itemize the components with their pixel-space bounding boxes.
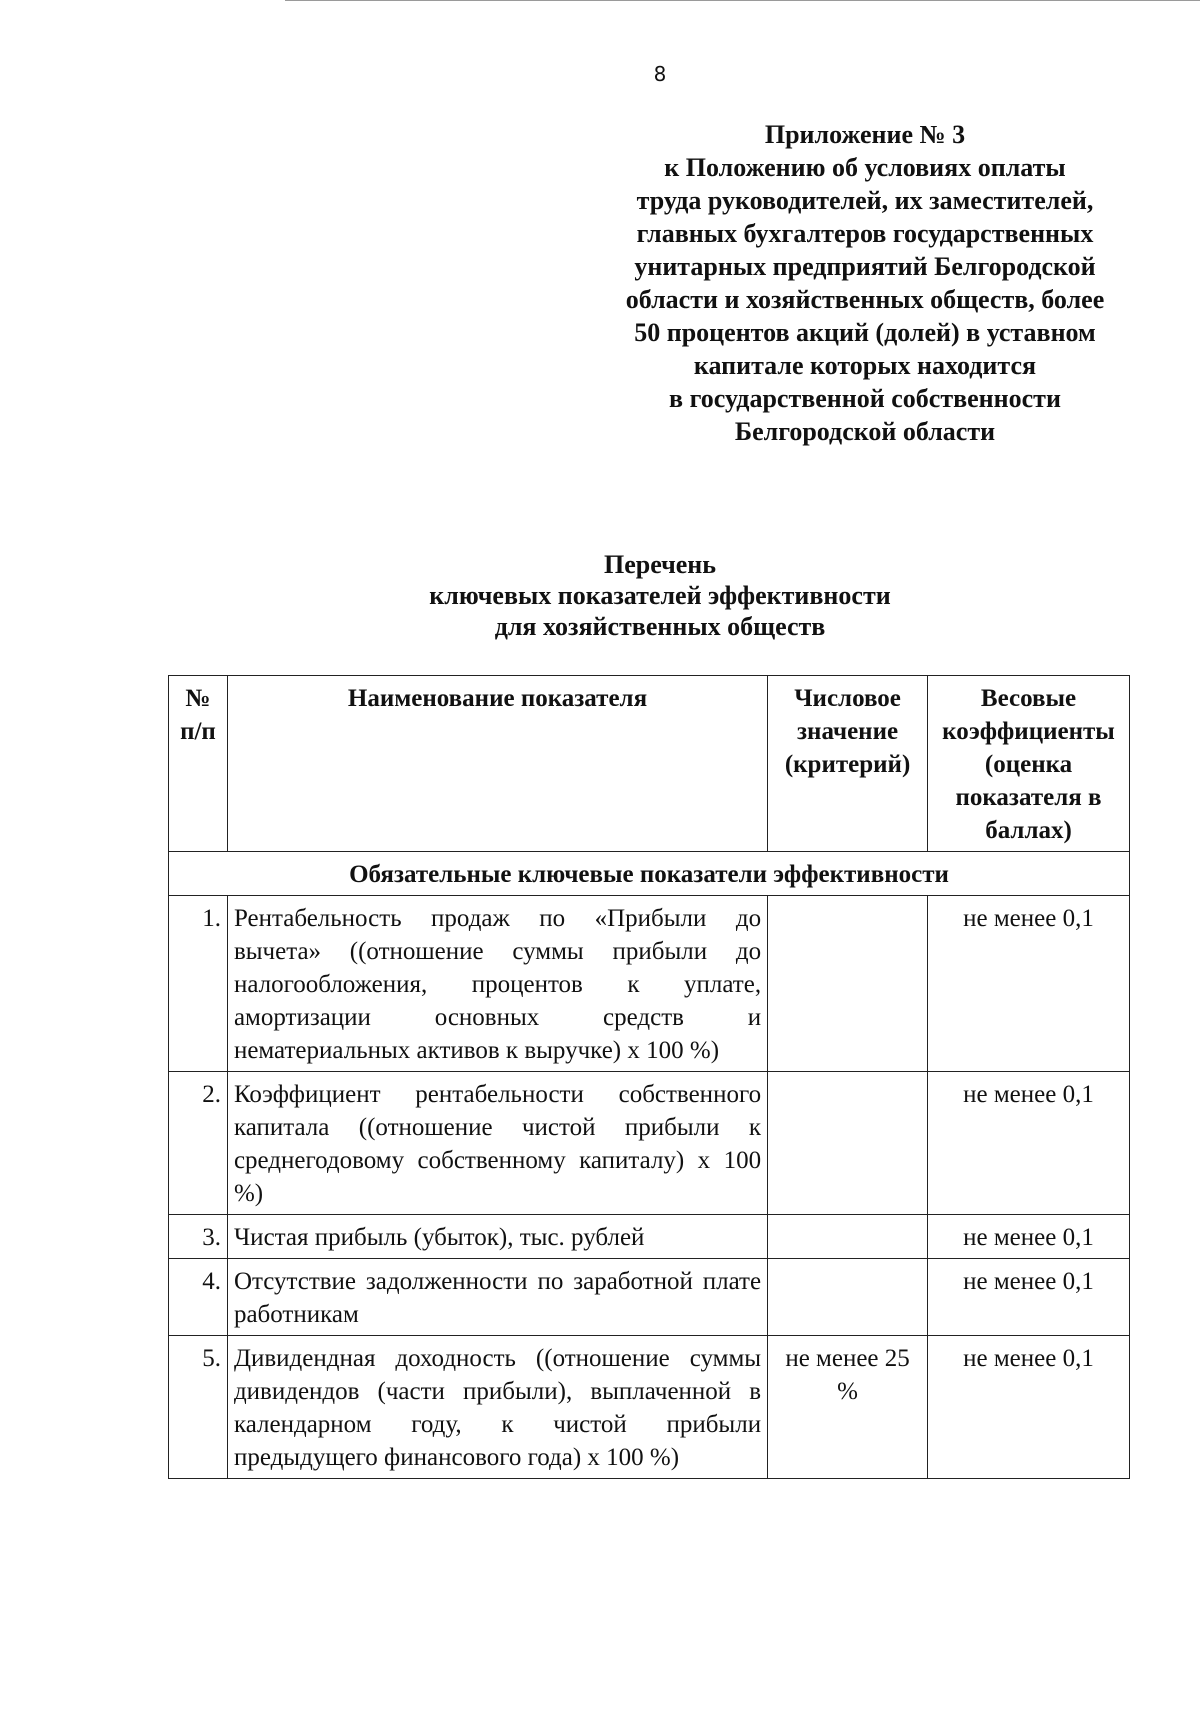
row-weight: не менее 0,1 xyxy=(928,1336,1130,1479)
table-row xyxy=(169,1336,1130,1479)
annex-line: области и хозяйственных обществ, более xyxy=(625,285,1105,314)
kpi-table xyxy=(168,675,1130,1479)
annex-header xyxy=(585,118,1145,448)
annex-line: 50 процентов акций (долей) в уставном xyxy=(634,318,1096,347)
section-title: Обязательные ключевые показатели эффективности xyxy=(169,852,1130,896)
annex-title: Приложение № 3 xyxy=(764,120,966,149)
row-number: 3. xyxy=(169,1215,228,1259)
header-name: Наименование показателя xyxy=(227,676,767,852)
row-number: 2. xyxy=(169,1072,228,1215)
list-title xyxy=(300,549,1020,642)
header-weight: Весовые коэффициенты (оценка показателя в баллах) xyxy=(928,676,1130,852)
table-row xyxy=(169,1072,1130,1215)
row-weight: не менее 0,1 xyxy=(928,1259,1130,1336)
table-row xyxy=(169,1215,1130,1259)
page-number: 8 xyxy=(653,62,667,86)
row-name: Отсутствие задолженности по заработной плате работникам xyxy=(227,1259,767,1336)
table-row xyxy=(169,1259,1130,1336)
section-row xyxy=(169,852,1130,896)
annex-line: капитале которых находится xyxy=(693,351,1037,380)
header-criterion: Числовое значение (критерий) xyxy=(768,676,928,852)
row-number: 5. xyxy=(169,1336,228,1479)
row-number: 1. xyxy=(169,896,228,1072)
annex-line: главных бухгалтеров государственных xyxy=(636,219,1094,248)
annex-line: к Положению об условиях оплаты xyxy=(664,153,1066,182)
row-name: Коэффициент рентабельности собственного капитала ((отношение чистой прибыли к среднегодовому собственному капиталу) х 100 %) xyxy=(227,1072,767,1215)
row-criterion: не менее 25 % xyxy=(768,1336,928,1479)
annex-line: унитарных предприятий Белгородской xyxy=(634,252,1096,281)
table-header-row xyxy=(169,676,1130,852)
annex-line: в государственной собственности xyxy=(669,384,1061,413)
row-number: 4. xyxy=(169,1259,228,1336)
row-name: Дивидендная доходность ((отношение суммы дивидендов (части прибыли), выплаченной в календарном году, к чистой прибыли предыдущего финансового года) х 100 %) xyxy=(227,1336,767,1479)
row-name: Чистая прибыль (убыток), тыс. рублей xyxy=(227,1215,767,1259)
header-number: № п/п xyxy=(169,676,228,852)
row-weight: не менее 0,1 xyxy=(928,896,1130,1072)
annex-line: Белгородской области xyxy=(734,417,996,446)
row-weight: не менее 0,1 xyxy=(928,1072,1130,1215)
row-criterion xyxy=(768,1259,928,1336)
row-criterion xyxy=(768,896,928,1072)
row-name: Рентабельность продаж по «Прибыли до вычета» ((отношение суммы прибыли до налогообложения, процентов к уплате, амортизации основных средств и нематериальных активов к выручке) х 100 %) xyxy=(227,896,767,1072)
table-row xyxy=(169,896,1130,1072)
list-title-line: Перечень xyxy=(603,550,717,579)
annex-line: труда руководителей, их заместителей, xyxy=(636,186,1094,215)
scan-edge-line xyxy=(285,0,1200,1)
row-criterion xyxy=(768,1215,928,1259)
list-title-line: для хозяйственных обществ xyxy=(494,612,826,641)
row-weight: не менее 0,1 xyxy=(928,1215,1130,1259)
row-criterion xyxy=(768,1072,928,1215)
list-title-line: ключевых показателей эффективности xyxy=(429,581,891,610)
